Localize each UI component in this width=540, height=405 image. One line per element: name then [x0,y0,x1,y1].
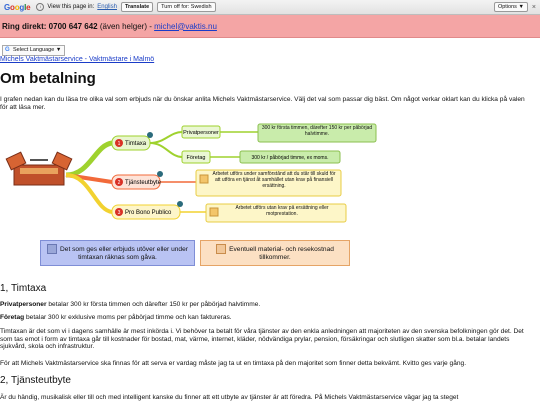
section-timtaxa-paragraph: Timtaxan är det som vi i dagens samhälle är mest inkörda i. Vi behöver ta betalt för våra tjänster av den enkla anledningen att majoriteten av den svenska befolkningen gör det. Det som tas emot i form av timtaxa går till kostnader för bostad, mat, värme, internet, kläder, nödvändiga prylar, pension, försäkringar och slutligen skatter som bl.a. betalar landets sjukvård, skola och infrastruktur. [0,328,524,351]
payment-mindmap [0,120,400,230]
breadcrumb[interactable]: Michels Vaktmästarservice - Vaktmästare i Malmö [0,56,155,63]
mindmap-node-tjansteutbyte[interactable] [112,171,163,189]
options-button[interactable]: Options ▼ [494,2,528,12]
intro-text: I grafen nedan kan du läsa tre olika val som erbjuds när du önskar anlita Michels Vaktmästarservice. Välj det val som passar dig bäst. Om något verkar oklart kan du klicka på valen för att läsa mer. [0,96,525,111]
svg-text:Företag: Företag [186,155,206,161]
section-exchange-paragraph: Är du händig, musikalisk eller till och med intelligent kanske du finner att ett utbyte av tjänster är att föredra. På Michels Vaktmästarservice vägar jag ta steget [0,394,459,401]
translate-prompt: View this page in: [47,4,95,10]
mindmap-node-timtaxa[interactable] [112,132,153,150]
company-text: betalar 300 kr exklusive moms per påbörjad timme och kan faktureras. [24,314,232,321]
price-private-box: 300 kr första timmen, därefter 150 kr per påbörjad halvtimme. [258,124,376,142]
private-text: betalar 300 kr första timmen och därefter 150 kr per påbörjad halvtimme. [46,301,261,308]
section-timtaxa-title: 1, Timtaxa [0,283,47,294]
node-number: 2 [117,180,121,186]
language-select-label: Select Language ▼ [13,47,62,53]
phone-label: Ring direkt: 0700 647 642 [2,21,98,31]
node-label: Pro Bono Publico [125,210,172,216]
price-company-box [240,151,340,163]
google-g-icon: G [5,47,10,53]
google-logo: Google [4,2,31,12]
mindmap-node-probono[interactable] [112,201,183,219]
subnode-foretag [182,151,210,163]
section-exchange-title: 2, Tjänsteutbyte [0,375,71,386]
svg-text:300 kr / påbörjad timme, ex mo: 300 kr / påbörjad timme, ex moms. [251,155,329,161]
node-number: 1 [117,141,121,147]
gift-callout-text: Det som ges eller erbjuds utöver eller under timtaxan räknas som gåva. [60,245,188,261]
probono-box: Arbetet utförs utan krav på ersättning eller motprestation. [206,204,346,222]
note-icon [216,244,226,254]
info-icon[interactable]: i [36,3,44,11]
note-icon [200,175,208,183]
company-label: Företag [0,314,25,321]
turn-off-button[interactable]: Turn off for: Swedish [157,2,215,12]
language-select[interactable] [2,45,65,56]
phone-note: (även helger) - [99,21,152,31]
contact-bar [0,15,540,38]
gift-icon [47,244,57,254]
email-link[interactable]: michel@vaktis.nu [154,21,217,31]
cost-callout-text: Eventuell material- och resekostnad tillkommer. [229,245,334,261]
page-title: Om betalning [0,70,96,87]
private-label: Privatpersoner [0,301,47,308]
close-icon[interactable]: × [531,3,536,11]
section-timtaxa-company [0,314,535,322]
subnode-privatpersoner [182,126,220,138]
translate-button[interactable]: Translate [121,2,153,12]
language-link[interactable]: English [97,4,117,10]
note-icon [210,208,218,216]
gift-callout [40,240,195,266]
google-translate-bar [0,0,540,15]
node-label: Timtaxa [125,141,147,147]
section-timtaxa-receipt: För att Michels Vaktmästarservice ska finnas för att serva er vardag måste jag ta ut en timtaxa på den majoritet som finner detta bekvämt. Kvitto ges varje gång. [0,360,467,367]
exchange-box: Arbetet utförs under samförstånd att du står till skuld för att utföra en tjänst åt samhället utan krav på finansiell ersättning. [196,170,341,196]
node-label: Tjänsteutbyte [125,180,162,186]
node-number: 3 [117,210,121,216]
section-timtaxa-private [0,301,535,309]
toolbox-icon [6,152,72,185]
svg-text:Privatpersoner: Privatpersoner [183,130,219,136]
cost-callout [200,240,350,266]
